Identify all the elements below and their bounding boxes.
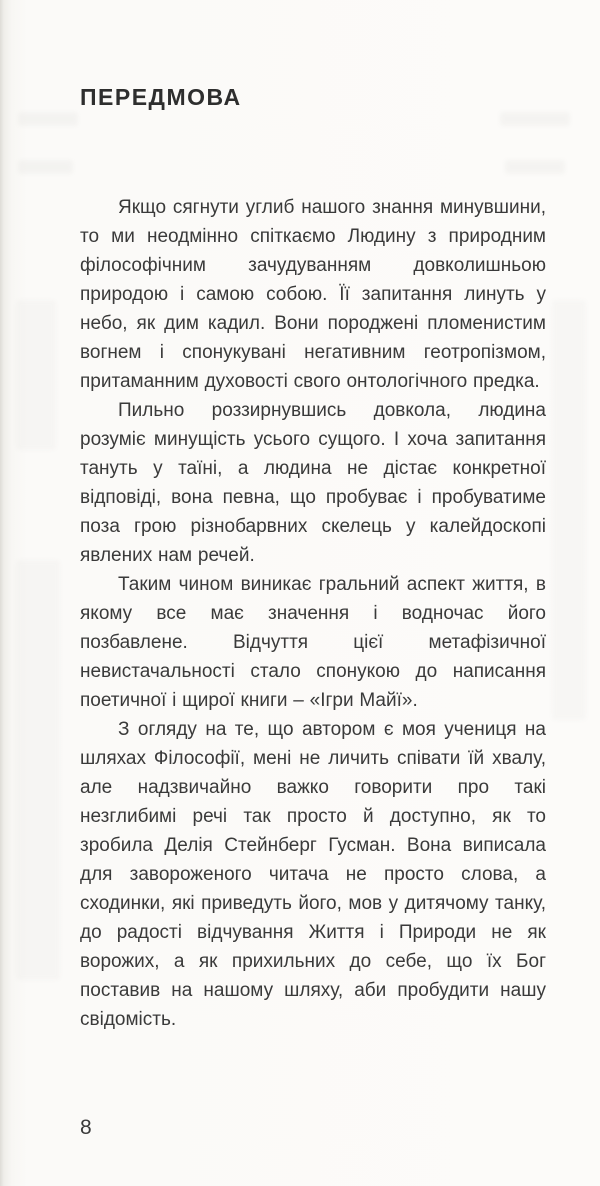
bleed-through-artifact: [18, 160, 73, 174]
bleed-through-artifact: [16, 560, 60, 980]
page-title: ПЕРЕДМОВА: [80, 84, 242, 110]
bleed-through-artifact: [16, 300, 56, 450]
paragraph: Пильно роззирнувшись довкола, людина розуміє минущість усього сущого. І хоча запитання тануть у таїні, а людина не дістає конкретної відповіді, вона певна, що пробуває і пробуватиме поза грою різнобарвних скелець у калейдоскопі явлених нам речей.: [80, 400, 546, 566]
body-text: [80, 193, 546, 1034]
page-number: 8: [80, 1116, 92, 1139]
paragraph: З огляду на те, що автором є моя учениця на шляхах Філософії, мені не личить співати їй хвалу, але надзвичайно важко говорити про такі незглибимі речі так просто й доступно, як то зробила Делія Стейнберг Гусман. Вона виписала для завороженого читача не просто слова, а сходинки, які приведуть його, мов у дитячому танку, до радості відчування Життя і Природи не як ворожих, а як прихильних до себе, що їх Бог поставив на нашому шляху, аби пробудити нашу свідомість.: [80, 719, 546, 1030]
paragraph: Таким чином виникає гральний аспект життя, в якому все має значення і водночас його позбавлене. Відчуття цієї метафізичної невистачальності стало спонукою до написання поетичної і щирої книги – «Ігри Майї».: [80, 574, 546, 711]
page-content: [80, 84, 546, 1034]
bleed-through-artifact: [552, 300, 586, 720]
bleed-through-artifact: [18, 112, 78, 126]
paragraph: Якщо сягнути углиб нашого знання минувшини, то ми неодмінно спіткаємо Людину з природним філософічним зачудуванням довколишньою природою і самою собою. Її запитання линуть у небо, як дим кадил. Вони породжені пломенистим вогнем і спонукувані негативним геотропізмом, притаманним духовості свого онтологічного предка.: [80, 197, 546, 392]
